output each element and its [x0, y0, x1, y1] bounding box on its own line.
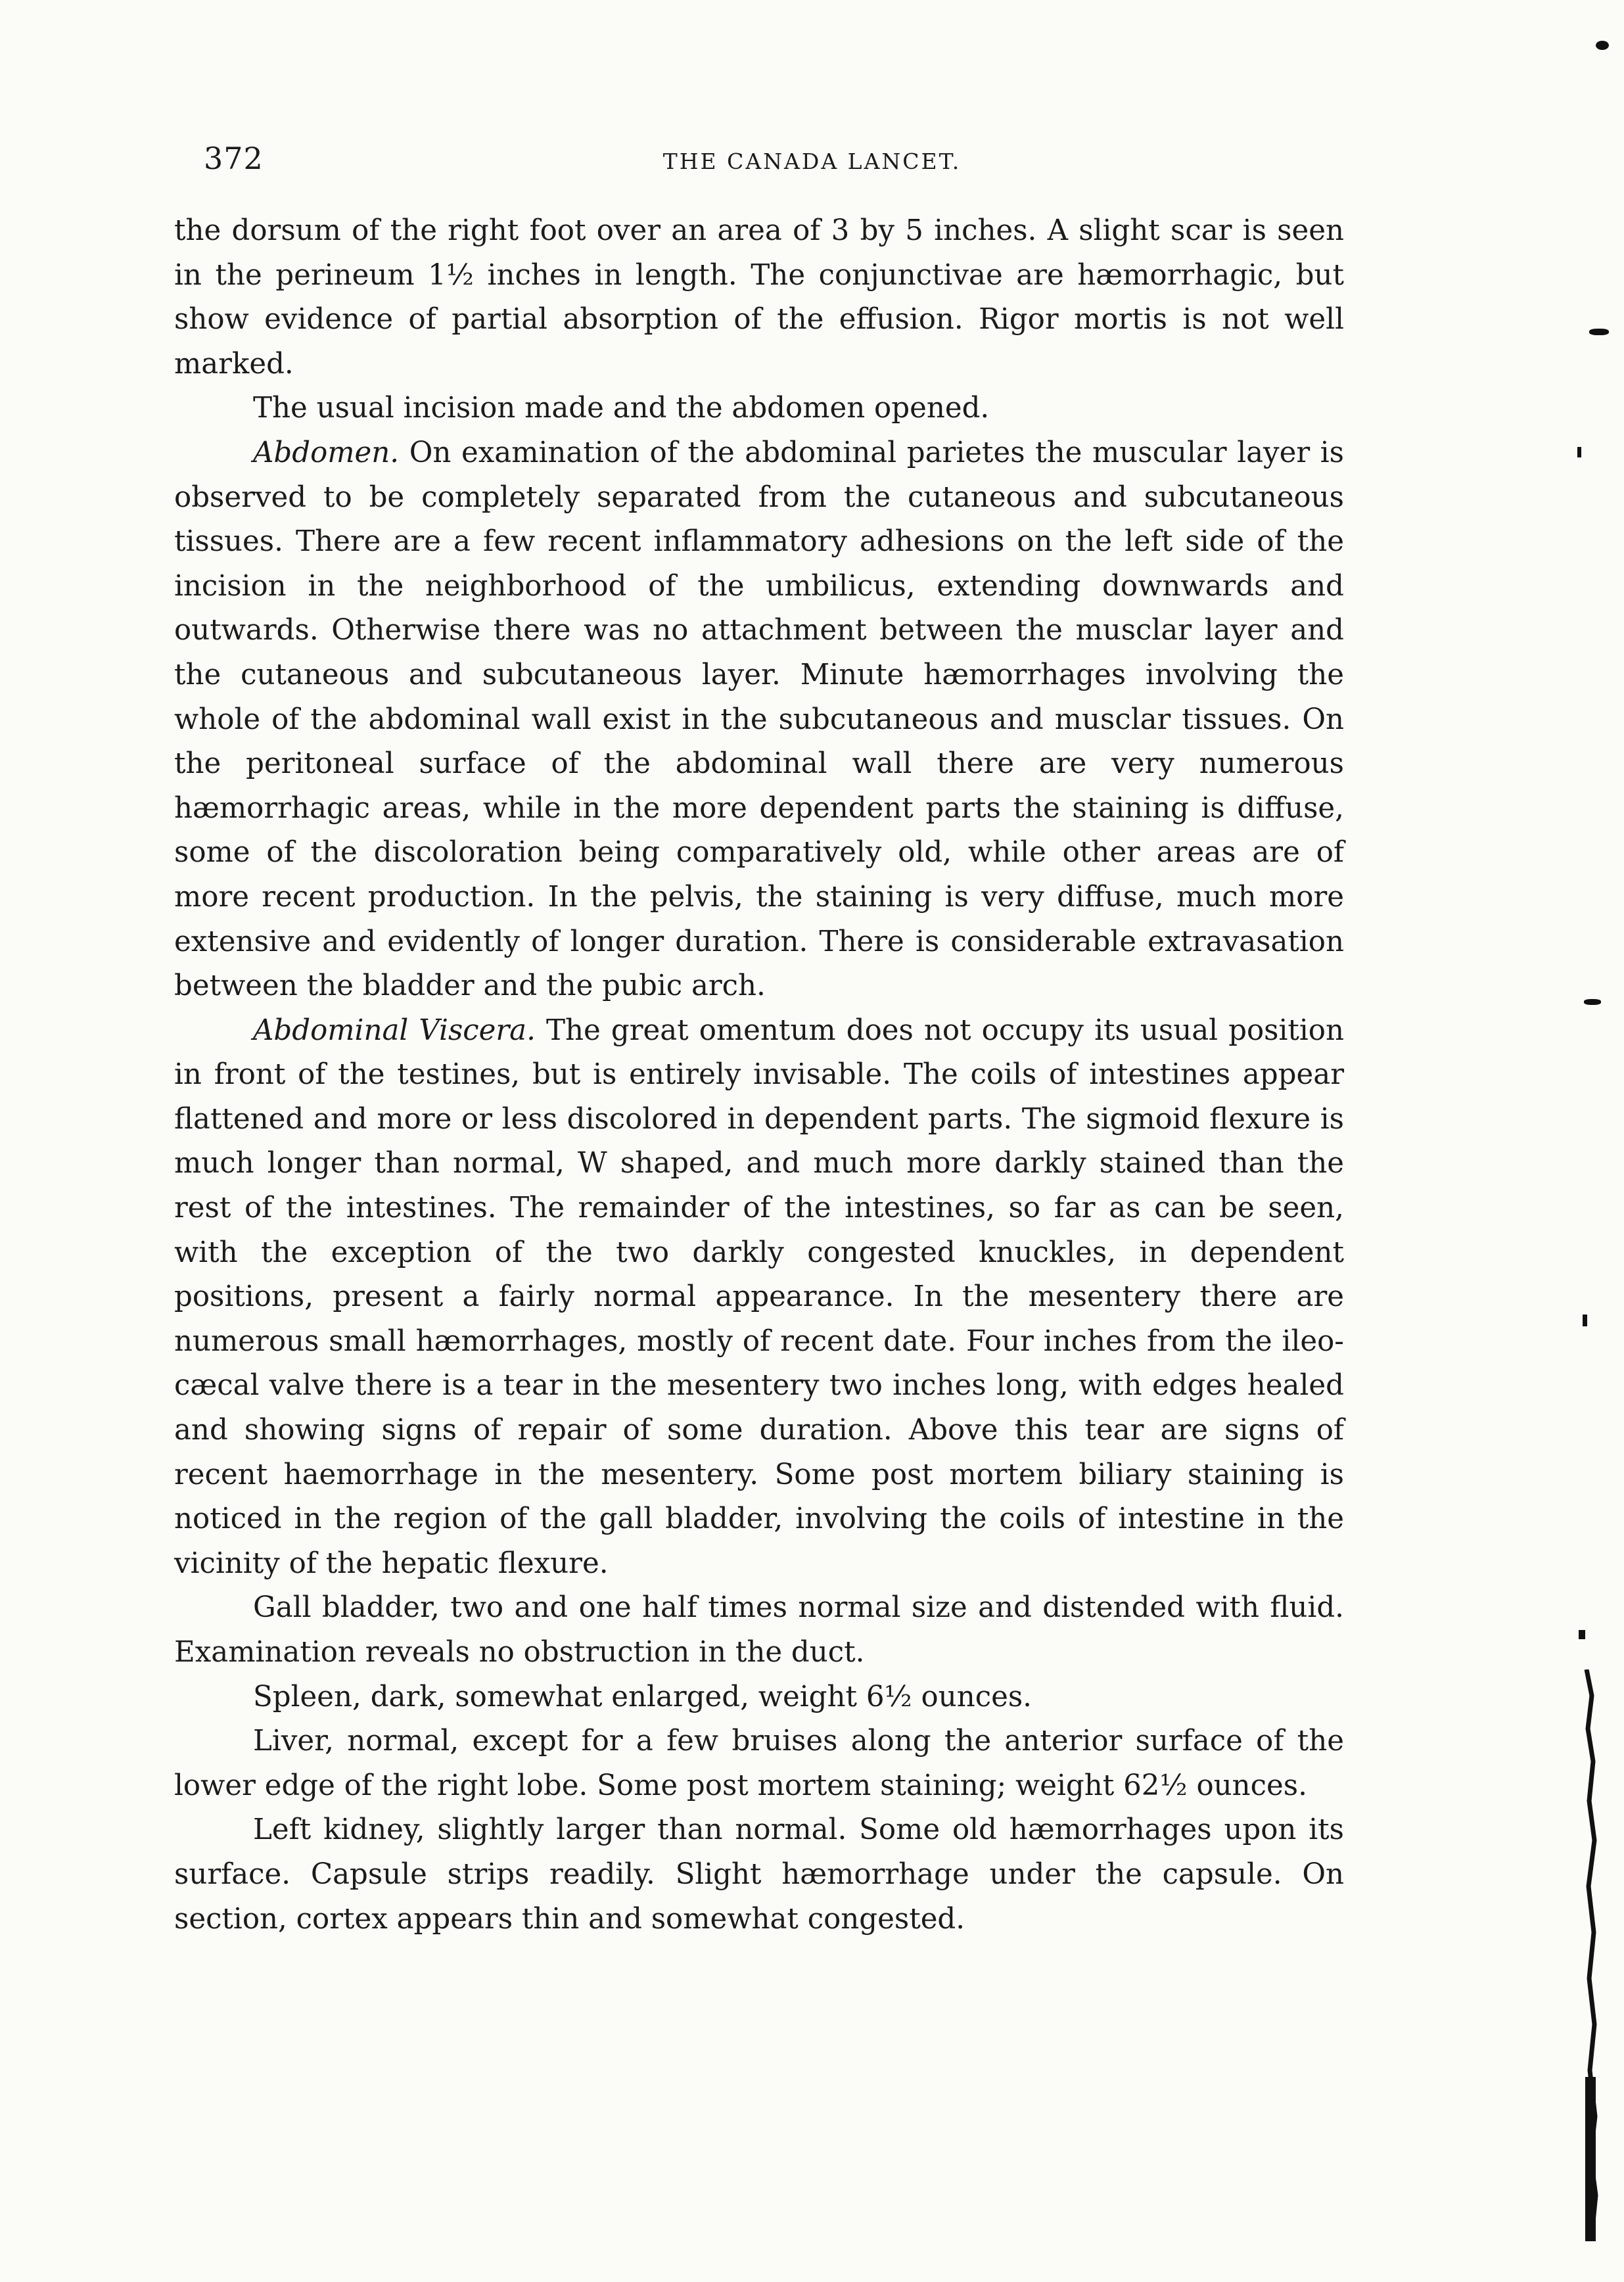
paragraph-abdominal-viscera-text: The great omentum does not occupy its usual position in front of the testines, but is entirely invisable. The coils of intestines appear flattened and more or less discolored in dependent parts. The sigmoid flexure is much longer than normal, W shaped, and much more darkly stained than the rest of the intestines. The remainder of the intestines, so far as can be seen, with the exception of the two darkly congested knuckles, in dependent positions, present a fairly normal appearance. In the mesentery there are numerous small hæmorrhages, mostly of recent date. Four inches from the ileo-cæcal valve there is a tear in the mesentery two inches long, with edges healed and showing signs of repair of some duration. Above this tear are signs of recent haemorrhage in the mesentery. Some post mortem biliary staining is noticed in the region of the gall bladder, involving the coils of intestine in the vicinity of the hepatic flexure.: [174, 1013, 1344, 1580]
running-title: THE CANADA LANCET.: [662, 149, 962, 174]
paragraph-abdomen-text: On examination of the abdominal parietes the muscular layer is observed to be completely separated from the cutaneous and subcutaneous tissues. There are a few recent inflammatory adhesions on the left side of the incision in the neighborhood of the umbilicus, extending downwards and outwards. Otherwise there was no attachment between the musclar layer and the cutaneous and subcutaneous layer. Minute hæmorrhages involving the whole of the abdominal wall exist in the subcutaneous and musclar tissues. On the peritoneal surface of the abdominal wall there are very numerous hæmorrhagic areas, while in the more dependent parts the staining is diffuse, some of the discoloration being comparatively old, while other areas are of more recent production. In the pelvis, the staining is very diffuse, much more extensive and evidently of longer duration. There is considerable extravasation between the bladder and the pubic arch.: [174, 436, 1344, 1003]
margin-binding-strip: [1583, 1669, 1598, 2241]
page-number: 372: [204, 141, 264, 176]
scan-mark-1: [1589, 329, 1609, 335]
paragraph-gall-bladder: Gall bladder, two and one half times normal size and distended with fluid. Examination reveals no obstruction in the duct.: [174, 1591, 1344, 1669]
section-lead-abdomen: Abdomen.: [253, 436, 400, 469]
paragraph-spleen: Spleen, dark, somewhat enlarged, weight 6½ ounces.: [253, 1680, 1032, 1713]
scan-mark-5: [1579, 1630, 1585, 1639]
paragraph-liver: Liver, normal, except for a few bruises along the anterior surface of the lower edge of the right lobe. Some post mortem staining; weight 62½ ounces.: [174, 1725, 1344, 1802]
scan-mark-2: [1577, 447, 1581, 457]
section-lead-abdominal-viscera: Abdominal Viscera.: [253, 1013, 536, 1047]
paragraph-abdomen: [174, 431, 1344, 1009]
scan-mark-4: [1583, 1315, 1587, 1326]
paragraph-abdominal-viscera: [174, 1009, 1344, 1587]
scan-mark-top: [1596, 41, 1609, 50]
paragraph-continuation: the dorsum of the right foot over an area of 3 by 5 inches. A slight scar is seen in the perineum 1½ inches in length. The conjunctivae are hæmorrhagic, but show evidence of partial absorption of the effusion. Rigor mortis is not well marked.: [174, 214, 1344, 381]
body-text: [174, 209, 1344, 1942]
paragraph-incision: The usual incision made and the abdomen opened.: [253, 392, 990, 425]
paragraph-left-kidney: Left kidney, slightly larger than normal. Some old hæmorrhages upon its surface. Capsule strips readily. Slight hæmorrhage under the capsule. On section, cortex appears thin and somewhat congested.: [174, 1813, 1344, 1936]
scan-mark-3: [1584, 999, 1601, 1005]
